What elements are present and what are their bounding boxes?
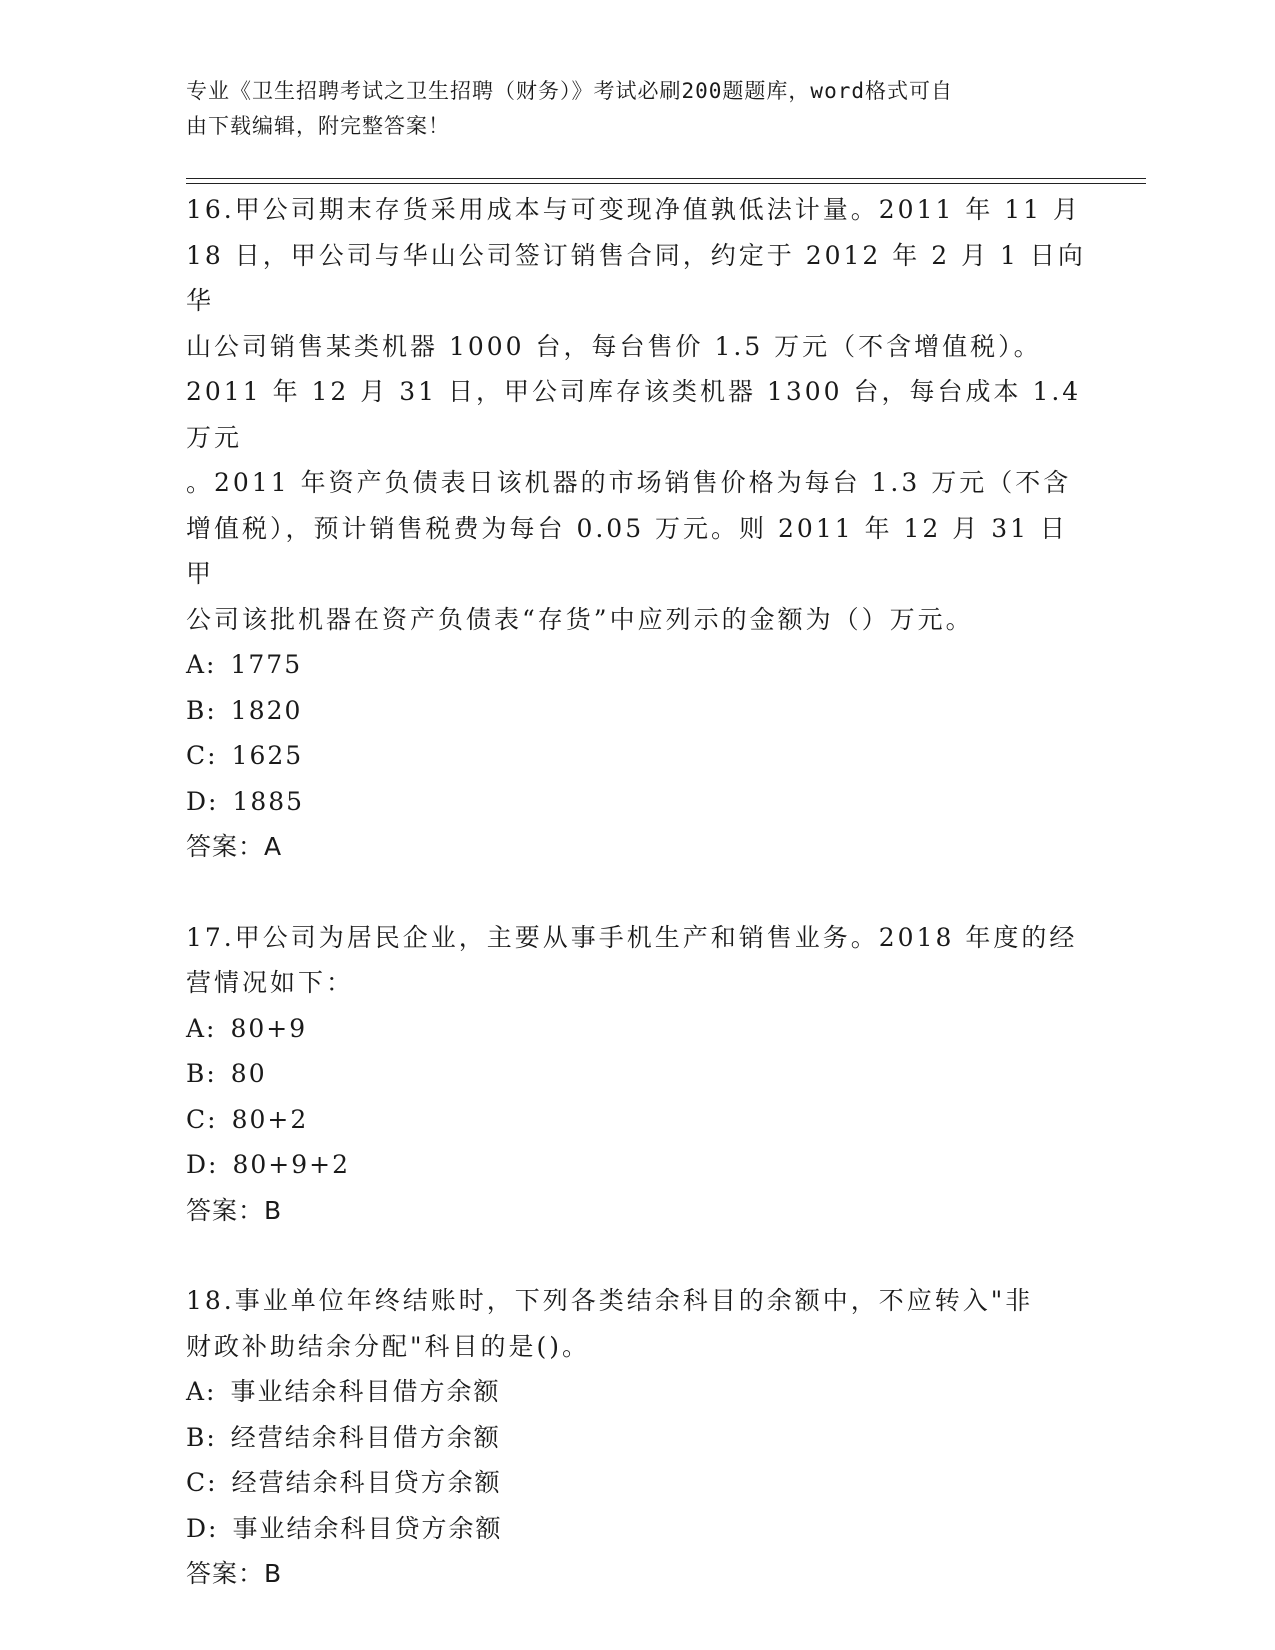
option-text: 80 <box>230 1059 267 1088</box>
question-18-line-1: 18.事业单位年终结账时，下列各类结余科目的余额中，不应转入"非 <box>186 1286 1034 1315</box>
question-17-answer: 答案：B <box>186 1195 283 1225</box>
question-16-line-6: 增值税），预计销售税费为每台 0.05 万元。则 2011 年 12 月 31 日甲 <box>186 513 1068 588</box>
option-letter: D: <box>186 1513 219 1543</box>
question-16-line-4: 2011 年 12 月 31 日，甲公司库存该类机器 1300 台，每台成本 1.4 万元 <box>186 377 1082 452</box>
question-17-option-b <box>186 1051 1086 1097</box>
option-letter: D: <box>186 1150 219 1179</box>
option-letter: C: <box>186 1468 218 1497</box>
question-16-line-1: 16.甲公司期末存货采用成本与可变现净值孰低法计量。2011 年 11 月 <box>186 195 1082 224</box>
option-text: 80+9+2 <box>232 1150 350 1179</box>
option-letter: D: <box>186 786 219 816</box>
question-16-option-b <box>186 688 1086 734</box>
header-line-2: 由下载编辑，附完整答案！ <box>186 114 450 138</box>
question-18-stem <box>186 1278 1086 1369</box>
question-17-stem <box>186 915 1086 1006</box>
question-spacer <box>186 1233 1086 1278</box>
question-spacer <box>186 870 1086 915</box>
question-16-line-2: 18 日，甲公司与华山公司签订销售合同，约定于 2012 年 2 月 1 日向华 <box>186 240 1086 315</box>
question-16-answer: 答案：A <box>186 832 283 861</box>
question-17-line-1: 17.甲公司为居民企业，主要从事手机生产和销售业务。2018 年度的经 <box>186 922 1078 952</box>
question-17-option-a <box>186 1006 1086 1052</box>
question-17-option-d <box>186 1142 1086 1188</box>
question-16-line-5: 。2011 年资产负债表日该机器的市场销售价格为每台 1.3 万元（不含 <box>186 468 1072 497</box>
header-divider-bottom <box>186 183 1146 184</box>
question-17-option-c <box>186 1097 1086 1143</box>
question-18-option-d <box>186 1506 1086 1552</box>
option-text: 事业结余科目贷方余额 <box>232 1513 503 1543</box>
question-17-line-2: 营情况如下： <box>186 968 355 997</box>
question-18-answer: 答案：B <box>186 1559 283 1588</box>
question-16-line-7: 公司该批机器在资产负债表“存货”中应列示的金额为（）万元。 <box>186 604 974 634</box>
option-text: 经营结余科目借方余额 <box>230 1422 501 1452</box>
question-18-option-c <box>186 1460 1086 1506</box>
option-letter: B: <box>186 1059 217 1088</box>
option-letter: A: <box>186 1013 217 1043</box>
option-letter: C: <box>186 741 218 770</box>
question-18-line-2: 财政补助结余分配"科目的是()。 <box>186 1331 591 1361</box>
option-text: 1775 <box>230 650 303 679</box>
option-letter: C: <box>186 1104 218 1134</box>
option-letter: B: <box>186 695 217 725</box>
option-text: 80+9 <box>230 1013 308 1043</box>
question-16-option-d <box>186 779 1086 825</box>
question-16-line-3: 山公司销售某类机器 1000 台，每台售价 1.5 万元（不含增值税）。 <box>186 331 1042 361</box>
question-16 <box>186 187 1086 870</box>
option-text: 1885 <box>232 786 305 816</box>
option-text: 1625 <box>231 741 304 770</box>
question-18-option-b <box>186 1415 1086 1461</box>
question-16-option-c <box>186 733 1086 779</box>
option-text: 1820 <box>230 695 303 725</box>
question-17 <box>186 915 1086 1234</box>
option-letter: A: <box>186 1377 217 1406</box>
question-18-option-a <box>186 1369 1086 1415</box>
option-text: 经营结余科目贷方余额 <box>231 1468 502 1497</box>
question-list <box>186 187 1086 1597</box>
document-header <box>186 74 1066 144</box>
option-letter: B: <box>186 1422 217 1452</box>
option-text: 事业结余科目借方余额 <box>230 1377 501 1406</box>
question-18 <box>186 1278 1086 1597</box>
question-16-stem <box>186 187 1086 642</box>
header-line-1: 专业《卫生招聘考试之卫生招聘（财务）》考试必刷200题题库，word格式可自 <box>186 79 953 103</box>
header-divider-top <box>186 178 1146 179</box>
question-16-option-a <box>186 642 1086 688</box>
option-letter: A: <box>186 650 217 679</box>
option-text: 80+2 <box>231 1104 309 1134</box>
